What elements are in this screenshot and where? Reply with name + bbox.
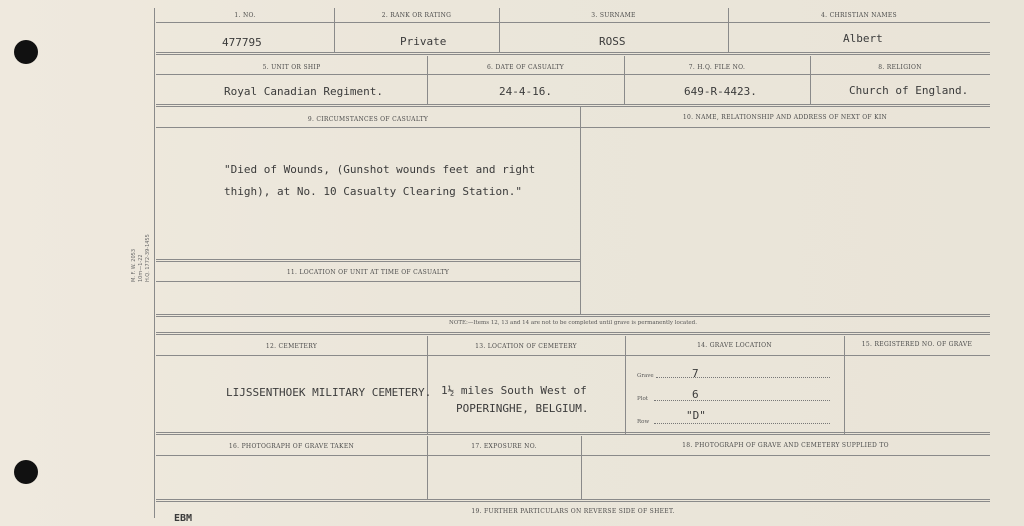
punch-hole-top — [14, 40, 38, 64]
value-plot: 6 — [692, 388, 699, 401]
side-print-2: 10m—1-22 — [138, 254, 144, 282]
label-plot: Plot — [637, 396, 648, 402]
label-unit: 5. UNIT OR SHIP — [262, 64, 321, 71]
label-further-particulars: 19. FURTHER PARTICULARS ON REVERSE SIDE OF SHEET. — [471, 508, 675, 515]
value-christian-names: Albert — [843, 32, 883, 45]
label-cemetery: 12. CEMETERY — [265, 343, 318, 350]
punch-hole-bottom — [14, 460, 38, 484]
value-cemetery: LIJSSENTHOEK MILITARY CEMETERY. — [226, 386, 432, 399]
label-next-of-kin: 10. NAME, RELATIONSHIP AND ADDRESS OF NEXT OF KIN — [682, 114, 888, 121]
label-grave-location: 14. GRAVE LOCATION — [697, 342, 772, 349]
note-text: NOTE:—Items 12, 13 and 14 are not to be completed until grave is permanently located. — [449, 320, 697, 326]
label-grave: Grave — [637, 373, 654, 379]
value-circumstances-line2: thigh), at No. 10 Casualty Clearing Station." — [224, 185, 523, 198]
label-location-cemetery: 13. LOCATION OF CEMETERY — [475, 343, 577, 350]
label-photo-supplied: 18. PHOTOGRAPH OF GRAVE AND CEMETERY SUPPLIED TO — [682, 442, 889, 449]
value-rank: Private — [400, 35, 447, 48]
value-location-cemetery-line1: 1½ miles South West of — [441, 384, 587, 397]
value-initials: EBM — [174, 513, 193, 524]
value-circumstances-line1: "Died of Wounds, (Gunshot wounds feet and right — [224, 163, 536, 176]
value-location-cemetery-line2: POPERINGHE, BELGIUM. — [456, 402, 589, 415]
value-grave: 7 — [692, 367, 699, 380]
label-rank: 2. RANK OR RATING — [381, 12, 452, 19]
value-date-casualty: 24-4-16. — [499, 85, 552, 98]
label-photo-grave-taken: 16. PHOTOGRAPH OF GRAVE TAKEN — [228, 443, 355, 450]
label-religion: 8. RELIGION — [878, 64, 922, 71]
label-no: 1. NO. — [234, 12, 256, 19]
value-no: 477795 — [222, 36, 262, 49]
label-row: Row — [637, 419, 650, 425]
value-row: "D" — [686, 409, 706, 422]
label-christian-names: 4. CHRISTIAN NAMES — [821, 12, 897, 19]
label-circumstances: 9. CIRCUMSTANCES OF CASUALTY — [307, 116, 429, 123]
label-date-casualty: 6. DATE OF CASUALTY — [486, 64, 565, 71]
value-hq-file: 649-R-4423. — [684, 85, 757, 98]
label-surname: 3. SURNAME — [591, 12, 636, 19]
label-registered-no: 15. REGISTERED NO. OF GRAVE — [861, 341, 973, 348]
value-religion: Church of England. — [849, 84, 969, 97]
label-exposure-no: 17. EXPOSURE NO. — [471, 443, 537, 450]
value-surname: ROSS — [599, 35, 626, 48]
value-unit: Royal Canadian Regiment. — [224, 85, 383, 98]
side-print-1: M. F. W. 2053 — [131, 248, 137, 282]
side-print-3: H.Q. 1772-39-1455 — [145, 234, 151, 282]
label-hq-file: 7. H.Q. FILE NO. — [688, 64, 746, 71]
label-location-unit: 11. LOCATION OF UNIT AT TIME OF CASUALTY — [286, 269, 450, 276]
